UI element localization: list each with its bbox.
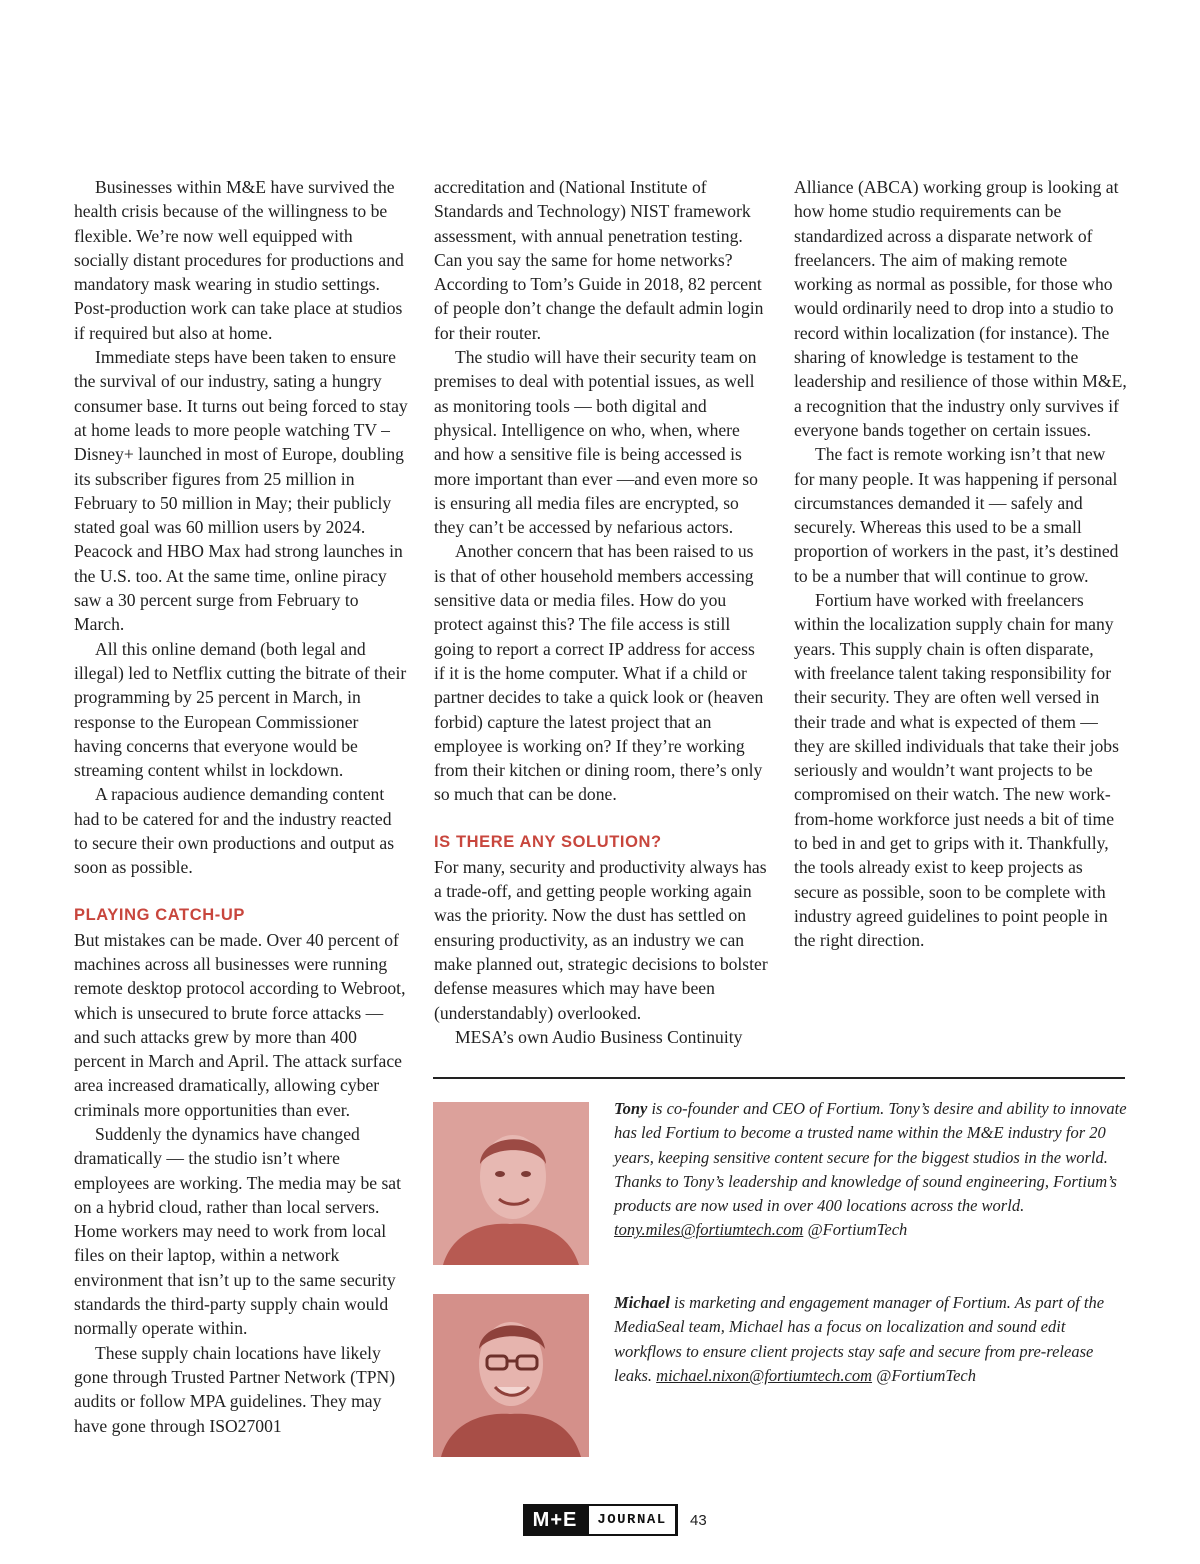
paragraph: Businesses within M&E have survived the health crisis because of the willingness to be flexible. We’re now well equipped with socially distant procedures for productions and mandatory mask wearing in studio settings. Post-production work can take place at studios if required but also at home. bbox=[74, 177, 404, 343]
paragraph: accreditation and (National Institute of Standards and Technology) NIST framework assessment, with annual penetration testing. Can you say the same for home networks? According to Tom’s Guide in 2018, 82 percent of people don’t change the default admin login for their router. bbox=[434, 177, 764, 343]
section-heading: PLAYING CATCH-UP bbox=[74, 905, 245, 924]
paragraph: But mistakes can be made. Over 40 percent of machines across all businesses were running remote desktop protocol according to Webroot, which is unsecured to brute force attacks — and such attacks grew by more than 400 percent in March and April. The attack surface area increased dramatically, allowing cyber criminals more opportunities than ever. bbox=[74, 929, 406, 1120]
paragraph: For many, security and productivity always has a trade-off, and getting people working again was the priority. Now the dust has settled on ensuring productivity, as an industry we can make planned out, strategic decisions to bolster defense measures which may have been (understandably) overlooked. bbox=[434, 856, 768, 1023]
article-column-2 bbox=[434, 175, 768, 1049]
bio-text: is marketing and engagement manager of Fortium. As part of the MediaSeal team, Michael has a focus on localization and sound edit workflows to ensure client projects stay safe and secure from pre-release leaks. bbox=[614, 1293, 1105, 1385]
paragraph: These supply chain locations have likely gone through Trusted Partner Network (TPN) audits or follow MPA guidelines. They may have gone through ISO27001 bbox=[74, 1342, 396, 1436]
me-logo: M+E bbox=[523, 1504, 587, 1536]
author-photo-michael bbox=[433, 1294, 589, 1457]
portrait-icon bbox=[433, 1294, 589, 1457]
page-number: 43 bbox=[690, 1511, 707, 1529]
paragraph: Fortium have worked with freelancers within the localization supply chain for many years. This supply chain is often disparate, with freelance talent taking responsibility for their security. They are often well versed in their trade and what is expected of them — they are skilled individuals that take their jobs seriously and wouldn’t want projects to be compromised on their watch. The new work-from-home workforce just needs a bit of time to bed in and get to grips with it. Thankfully, the tools already exist to keep projects as secure as possible, soon to be complete with industry agreed guidelines to point people in the right direction. bbox=[794, 590, 1119, 951]
portrait-icon bbox=[433, 1102, 589, 1265]
author-name: Tony bbox=[614, 1099, 648, 1118]
author-bio-tony bbox=[614, 1097, 1130, 1243]
footer-divider bbox=[677, 1504, 678, 1536]
paragraph: All this online demand (both legal and illegal) led to Netflix cutting the bitrate of their programming by 25 percent in March, in response to the European Commissioner having concerns that everyone would be streaming content whilst in lockdown. bbox=[74, 638, 407, 781]
journal-logo: JOURNAL bbox=[587, 1504, 677, 1536]
social-handle: @FortiumTech bbox=[872, 1365, 976, 1385]
paragraph: Immediate steps have been taken to ensure the survival of our industry, sating a hungry consumer base. It turns out being forced to stay at home leads to more people watching TV – Disney+ launched in most of Europe, doubling its subscriber figures from 25 million in February to 50 million in May; their publicly stated goal was 60 million users by 2024. Peacock and HBO Max had strong launches in the U.S. too. At the same time, online piracy saw a 30 percent surge from February to March. bbox=[74, 347, 408, 635]
section-heading: IS THERE ANY SOLUTION? bbox=[434, 832, 662, 851]
paragraph: Another concern that has been raised to us is that of other household members accessing sensitive data or media files. How do you protect against this? The file access is still going to report a correct IP address for access if it is the home computer. What if a child or partner decides to take a quick look or (heaven forbid) capture the latest project that an employee is working on? If they’re working from their kitchen or dining room, there’s only so much that can be done. bbox=[434, 541, 764, 805]
divider-rule bbox=[433, 1077, 1125, 1079]
author-bio-michael bbox=[614, 1291, 1130, 1388]
email-link[interactable]: tony.miles@fortiumtech.com bbox=[614, 1220, 804, 1240]
social-handle: @FortiumTech bbox=[803, 1220, 908, 1240]
author-name: Michael bbox=[614, 1293, 670, 1312]
bio-text: is co-founder and CEO of Fortium. Tony’s desire and ability to innovate has led Fortium to become a trusted name within the M&E industry for 20 years, keeping sensitive content secure for the biggest studios in the world. Thanks to Tony’s leadership and knowledge of sound engineering, Fortium’s products are now used in over 400 locations across the world. bbox=[614, 1099, 1127, 1216]
page-footer bbox=[523, 1504, 707, 1536]
paragraph: The fact is remote working isn’t that new for many people. It was happening if personal circumstances demanded it — safely and securely. Whereas this used to be a small proportion of workers in the past, it’s destined to be a number that will continue to grow. bbox=[794, 444, 1119, 586]
paragraph: Alliance (ABCA) working group is looking at how home studio requirements can be standardized across a disparate network of freelancers. The aim of making remote working as normal as possible, for those who would ordinarily need to drop into a studio to record within localization (for instance). The sharing of knowledge is testament to the leadership and resilience of those within M&E, a recognition that the industry only survives if everyone bands together on certain issues. bbox=[794, 177, 1127, 440]
email-link[interactable]: michael.nixon@fortiumtech.com bbox=[656, 1365, 873, 1385]
paragraph: MESA’s own Audio Business Continuity bbox=[455, 1026, 743, 1047]
paragraph: The studio will have their security team on premises to deal with potential issues, as well as monitoring tools — both digital and physical. Intelligence on who, when, where and how a sensitive file is being accessed is more important than ever —and even more so is ensuring all media files are encrypted, so they can’t be accessed by nefarious actors. bbox=[434, 347, 758, 538]
paragraph: A rapacious audience demanding content had to be catered for and the industry reacted to secure their own productions and output as soon as possible. bbox=[74, 784, 395, 878]
author-photo-tony bbox=[433, 1102, 589, 1265]
article-column-1 bbox=[74, 175, 408, 1438]
paragraph: Suddenly the dynamics have changed dramatically — the studio isn’t where employees are working. The media may be sat on a hybrid cloud, rather than local servers. Home workers may need to work from local files on their laptop, within a network environment that isn’t up to the same security standards the third-party supply chain would normally operate within. bbox=[74, 1123, 402, 1339]
article-column-3 bbox=[794, 175, 1128, 953]
